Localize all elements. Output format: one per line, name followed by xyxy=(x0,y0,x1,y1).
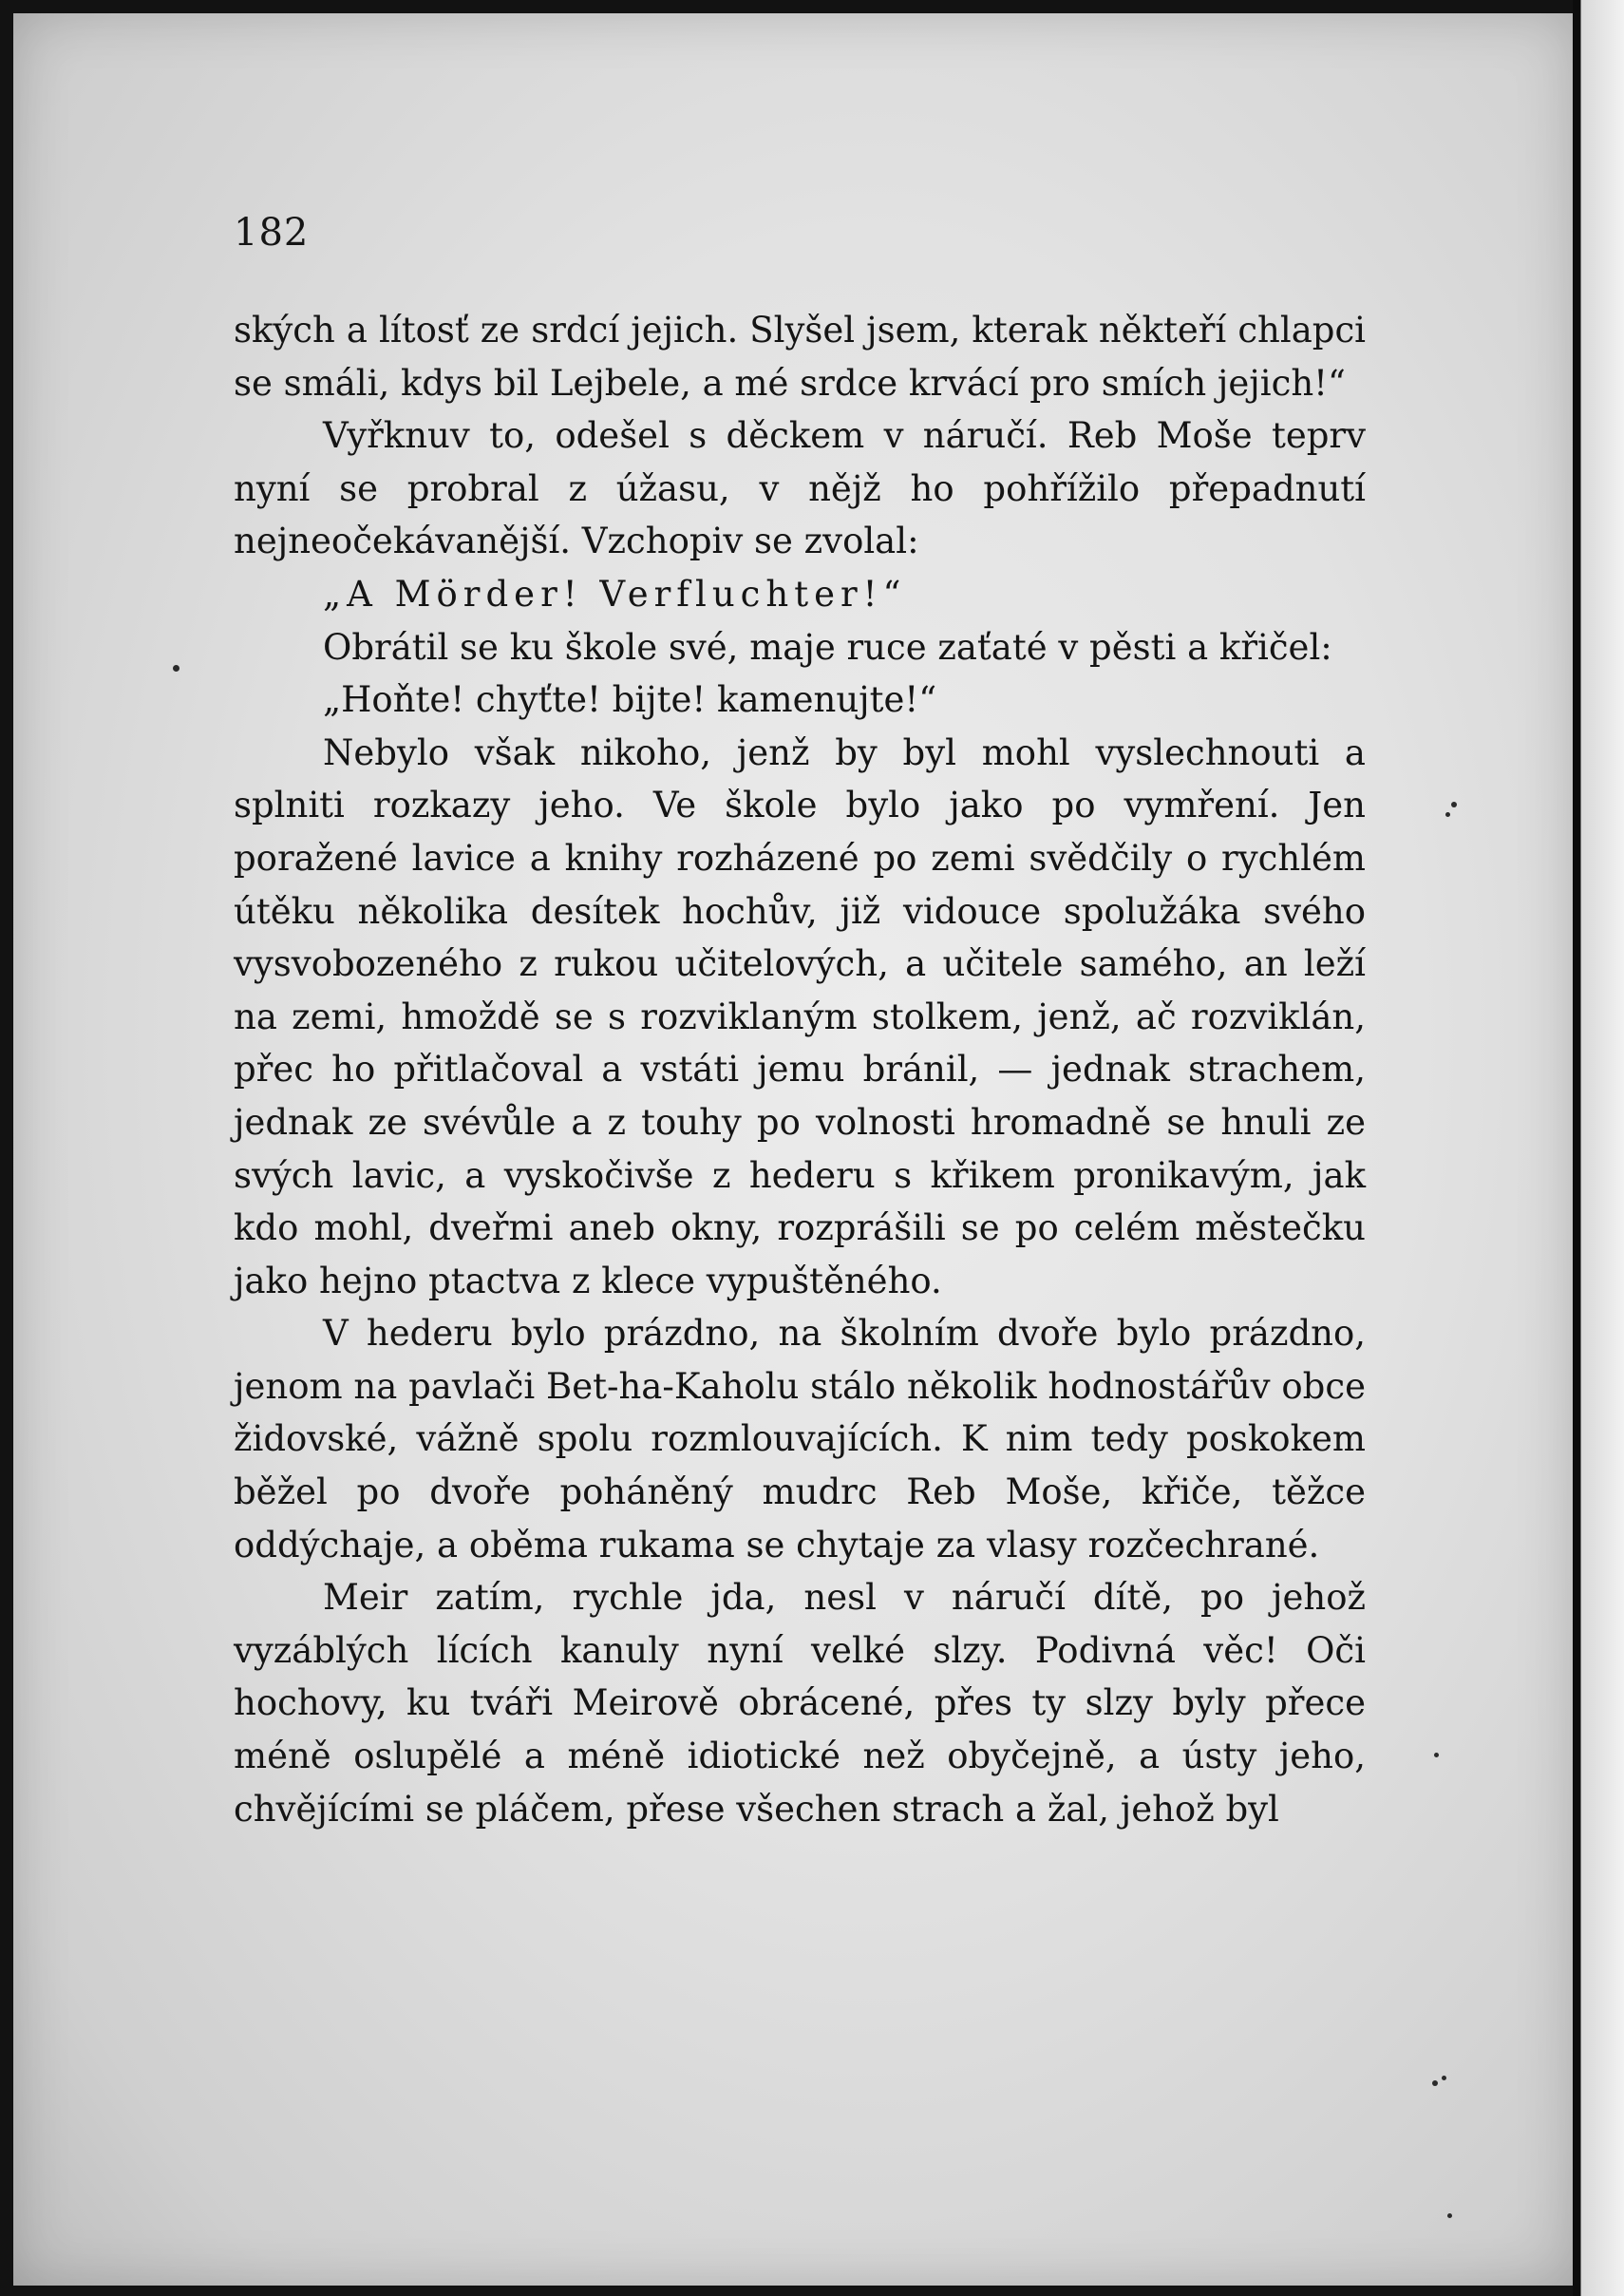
adjacent-page-edge xyxy=(1573,0,1624,2296)
paragraph: Vyřknuv to, odešel s děckem v náručí. Reb Moše teprv nyní se probral z úžasu, v nějž ho pohřížilo přepadnutí nejneočekávanější. Vzchopiv se zvolal: xyxy=(234,415,1366,562)
page-number: 182 xyxy=(234,211,310,255)
scan-speck xyxy=(1451,802,1457,807)
paragraph: Meir zatím, rychle jda, nesl v náručí dítě, po jehož vyzáblých lících kanuly nyní velké slzy. Podivná věc! Oči hochovy, ku tváři Meirově obrácené, přes ty slzy byly přece méně oslupělé a méně idiotické než obyčejně, a ústy jeho, chvějícími se pláčem, přese všechen strach a žal, jehož byl xyxy=(234,1577,1366,1830)
exclamation-commands: „Hoňte! chyťte! bijte! kamenujte!“ xyxy=(323,679,937,721)
paragraph: V hederu bylo prázdno, na školním dvoře bylo prázdno, jenom na pavlači Bet-ha-Kaholu stálo několik hodnostářův obce židovské, vážně spolu rozmlouvajících. K nim tedy poskokem běžel po dvoře poháněný mudrc Reb Moše, křiče, těžce oddýchaje, a oběma rukama se chytaje za vlasy rozčechrané. xyxy=(234,1313,1366,1565)
scan-speck xyxy=(1442,2076,1446,2080)
paragraph: Obrátil se ku škole své, maje ruce zaťaté v pěsti a křičel: xyxy=(323,626,1332,668)
scan-speck xyxy=(1447,2213,1452,2218)
book-page xyxy=(13,13,1573,2286)
scan-speck xyxy=(1445,812,1450,817)
scan-speck xyxy=(173,665,179,672)
scan-speck xyxy=(1434,1753,1439,1757)
scan-speck xyxy=(1432,2080,1438,2086)
paragraph: Nebylo však nikoho, jenž by byl mohl vyslechnouti a splniti rozkazy jeho. Ve škole bylo jako po vymření. Jen poražené lavice a knihy rozházené po zemi svědčily o rychlém útěku několika desítek hochův, již vidouce spolužáka svého vysvobozeného z rukou učitelových, a učitele samého, an leží na zemi, hmoždě se s rozviklaným stolkem, jenž, ač rozviklán, přec ho přitlačoval a vstáti jemu bránil, — jednak strachem, jednak ze svévůle a z touhy po volnosti hromadně se hnuli ze svých lavic, a vyskočivše z hederu s křikem pronikavým, jak kdo mohl, dveřmi aneb okny, rozprášili se po celém městečku jako hejno ptactva z klece vypuštěného. xyxy=(234,731,1366,1301)
paragraph-continuation: ských a lítosť ze srdcí jejich. Slyšel jsem, kterak někteří chlapci se smáli, kdys bil Lejbele, a mé srdce krvácí pro smích jejich!“ xyxy=(234,310,1366,404)
body-text xyxy=(234,304,1366,1835)
exclamation-german: „A Mörder! Verfluchter!“ xyxy=(323,573,907,615)
